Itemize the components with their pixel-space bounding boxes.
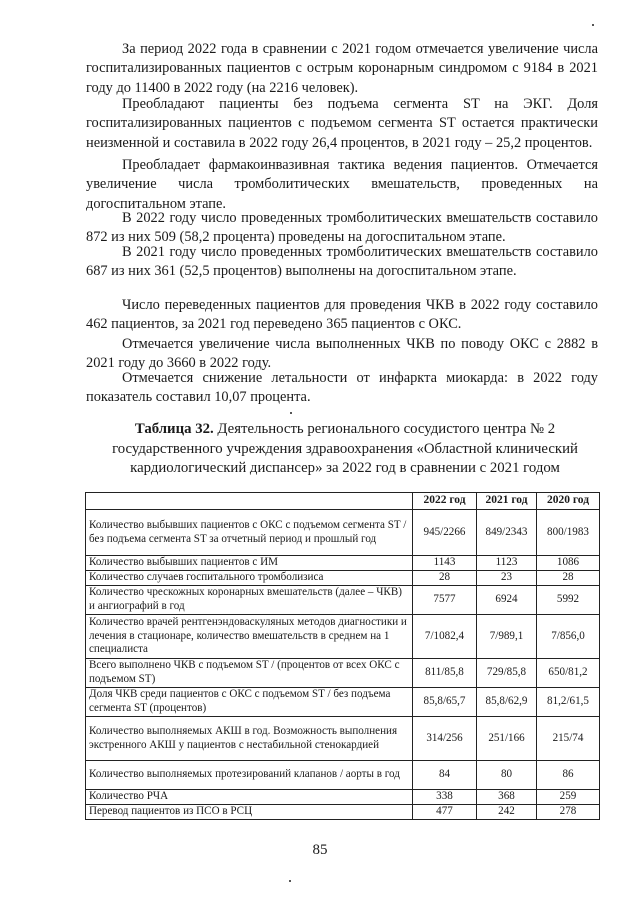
paragraph-5: В 2021 году число проведенных тромболитических вмешательств составило 687 из них 361 (52,5 процентов) выполнены на догоспитальном этапе. [86, 244, 598, 280]
page-number: 85 [312, 842, 328, 858]
value-cell: 945/2266 [413, 510, 477, 556]
table-caption-text: Деятельность регионального сосудистого центра № 2 государственного учреждения здравоохранения «Областной клинический кардиологический диспансер» за 2022 год в сравнении с 2021 годом [112, 421, 578, 476]
table-row [86, 659, 600, 688]
table-body [86, 510, 600, 820]
row-label-cell: Количество выбывших пациентов с ИМ [86, 556, 413, 571]
value-cell: 5992 [537, 586, 600, 615]
value-cell: 729/85,8 [477, 659, 537, 688]
header-cell: 2021 год [477, 493, 537, 510]
value-cell: 650/81,2 [537, 659, 600, 688]
row-label-cell: Количество врачей рентгенэндоваскуляных методов диагностики и лечения в стационаре, количество вмешательств в среднем на 1 специалиста [86, 615, 413, 659]
value-cell: 278 [537, 805, 600, 820]
value-cell: 85,8/62,9 [477, 688, 537, 717]
value-cell: 849/2343 [477, 510, 537, 556]
table-row [86, 586, 600, 615]
row-label-cell: Всего выполнено ЧКВ с подъемом ST / (процентов от всех ОКС с подъемом ST) [86, 659, 413, 688]
row-label-cell: Количество выбывших пациентов с ОКС с подъемом сегмента ST / без подъема сегмента ST за отчетный период и прошлый год [86, 510, 413, 556]
scan-speck [290, 412, 292, 414]
table-row [86, 717, 600, 761]
value-cell: 7/856,0 [537, 615, 600, 659]
scan-speck [592, 24, 594, 26]
scan-speck [289, 880, 291, 882]
value-cell: 338 [413, 790, 477, 805]
value-cell: 28 [413, 571, 477, 586]
value-cell: 80 [477, 761, 537, 790]
header-cell: 2020 год [537, 493, 600, 510]
table-row [86, 790, 600, 805]
table-row [86, 805, 600, 820]
value-cell: 800/1983 [537, 510, 600, 556]
row-label-cell: Количество выполняемых АКШ в год. Возможность выполнения экстренного АКШ у пациентов с нестабильной стенокардией [86, 717, 413, 761]
value-cell: 314/256 [413, 717, 477, 761]
value-cell: 85,8/65,7 [413, 688, 477, 717]
value-cell: 7/1082,4 [413, 615, 477, 659]
value-cell: 81,2/61,5 [537, 688, 600, 717]
row-label-cell: Количество РЧА [86, 790, 413, 805]
table-row [86, 761, 600, 790]
statistics-table [85, 492, 600, 820]
value-cell: 84 [413, 761, 477, 790]
paragraph-2: Преобладают пациенты без подъема сегмента ST на ЭКГ. Доля госпитализированных пациентов с подъемом сегмента ST остается практически неизменной и составила в 2022 году 26,4 процентов, в 2021 году – 25,2 процентов. [86, 96, 598, 151]
table-row [86, 510, 600, 556]
value-cell: 86 [537, 761, 600, 790]
value-cell: 251/166 [477, 717, 537, 761]
table-row [86, 571, 600, 586]
value-cell: 1143 [413, 556, 477, 571]
value-cell: 477 [413, 805, 477, 820]
paragraph-7: Отмечается увеличение числа выполненных ЧКВ по поводу ОКС с 2882 в 2021 году до 3660 в 2022 году. [86, 336, 598, 372]
paragraph-3: Преобладает фармакоинвазивная тактика ведения пациентов. Отмечается увеличение числа тромболитических вмешательств, проведенных на догоспитальном этапе. [86, 157, 598, 212]
value-cell: 28 [537, 571, 600, 586]
value-cell: 23 [477, 571, 537, 586]
row-label-cell: Количество выполняемых протезирований клапанов / аорты в год [86, 761, 413, 790]
table-header-row [86, 493, 600, 510]
row-label-cell: Количество случаев госпитального тромболизиса [86, 571, 413, 586]
value-cell: 1086 [537, 556, 600, 571]
value-cell: 242 [477, 805, 537, 820]
table-caption [84, 420, 606, 479]
value-cell: 7/989,1 [477, 615, 537, 659]
value-cell: 215/74 [537, 717, 600, 761]
paragraph-8: Отмечается снижение летальности от инфаркта миокарда: в 2022 году показатель составил 10,07 процента. [86, 370, 598, 406]
value-cell: 6924 [477, 586, 537, 615]
paragraph-4: В 2022 году число проведенных тромболитических вмешательств составило 872 из них 509 (58,2 процента) проведены на догоспитальном этапе. [86, 210, 598, 246]
header-cell [86, 493, 413, 510]
row-label-cell: Перевод пациентов из ПСО в РСЦ [86, 805, 413, 820]
table-row [86, 556, 600, 571]
table-row [86, 615, 600, 659]
row-label-cell: Количество чрескожных коронарных вмешательств (далее – ЧКВ) и ангиографий в год [86, 586, 413, 615]
row-label-cell: Доля ЧКВ среди пациентов с ОКС с подъемом ST / без подъема сегмента ST (процентов) [86, 688, 413, 717]
value-cell: 368 [477, 790, 537, 805]
paragraph-1: За период 2022 года в сравнении с 2021 годом отмечается увеличение числа госпитализированных пациентов с острым коронарным синдромом с 9184 в 2021 году до 11400 в 2022 году (на 2216 человек). [86, 41, 598, 96]
value-cell: 811/85,8 [413, 659, 477, 688]
value-cell: 1123 [477, 556, 537, 571]
value-cell: 7577 [413, 586, 477, 615]
header-cell: 2022 год [413, 493, 477, 510]
table-caption-label: Таблица 32. [134, 421, 214, 437]
value-cell: 259 [537, 790, 600, 805]
paragraph-6: Число переведенных пациентов для проведения ЧКВ в 2022 году составило 462 пациентов, за 2021 год переведено 365 пациентов с ОКС. [86, 297, 598, 333]
table-row [86, 688, 600, 717]
